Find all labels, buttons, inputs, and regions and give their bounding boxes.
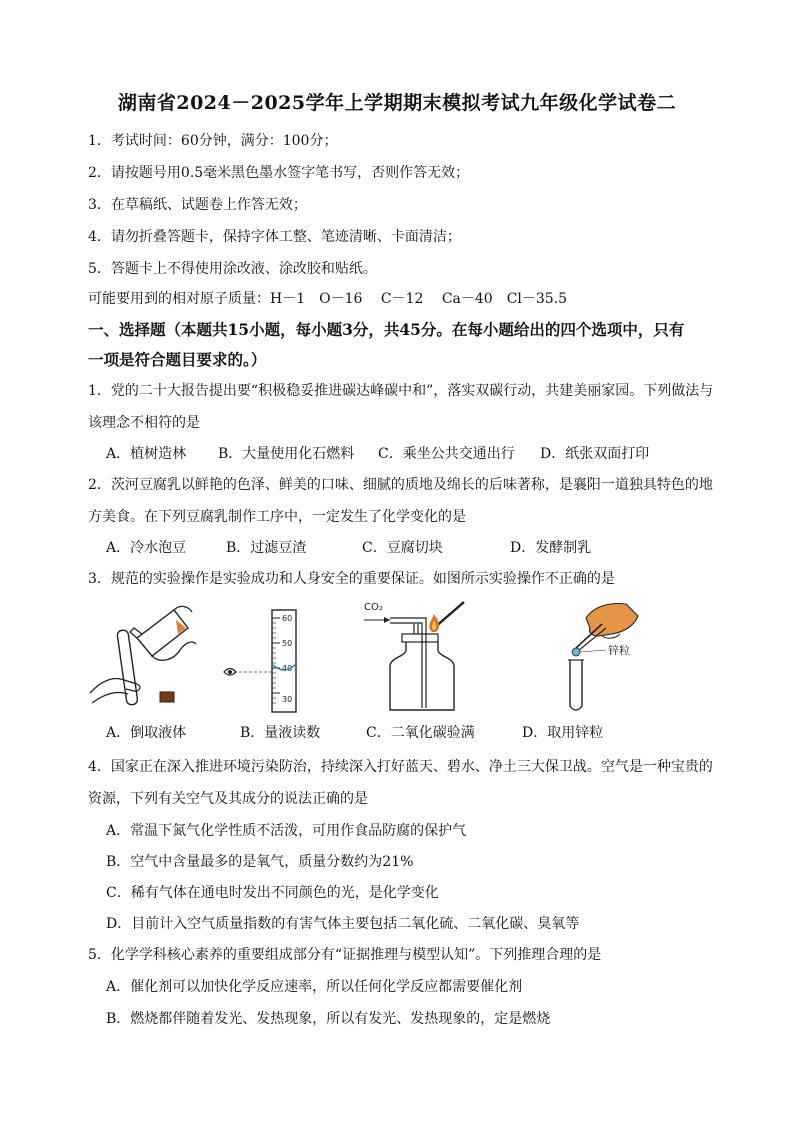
zinc-label: 锌粒 xyxy=(608,644,630,657)
pouring-liquid-figure xyxy=(82,598,202,713)
q2-option-c: C．豆腐切块 xyxy=(362,540,443,556)
co2-test-figure xyxy=(362,598,472,716)
q1-option-b: B．大量使用化石燃料 xyxy=(218,446,355,462)
q4-stem: 4．国家正在深入推进环境污染防治，持续深入打好蓝天、碧水、净土三大保卫战。空气是一种宝贵的 xyxy=(88,759,713,775)
instruction-4: 4．请勿折叠答题卡，保持字体工整、笔迹清晰、卡面清洁； xyxy=(88,229,461,245)
q2-stem: 2．茨河豆腐乳以鲜艳的色泽、鲜美的口味、细腻的质地及绵长的后味著称，是襄阳一道独具特色的地 xyxy=(88,477,713,493)
q2-option-d: D．发酵制乳 xyxy=(510,540,592,556)
q1-option-c: C．乘坐公共交通出行 xyxy=(378,446,515,462)
q4-option-c: C．稀有气体在通电时发出不同颜色的光，是化学变化 xyxy=(106,885,439,901)
q5-option-b: B．燃烧都伴随着发光、发热现象，所以有发光、发热现象的，定是燃烧 xyxy=(106,1011,551,1027)
q5-stem: 5．化学学科核心素养的重要组成部分有“证据推理与模型认知”。下列推理合理的是 xyxy=(88,947,602,963)
atomic-masses: 可能要用到的相对原子质量：H－1 O－16 C－12 Ca－40 Cl－35.5 xyxy=(88,291,568,307)
q1-stem-cont: 该理念不相符的是 xyxy=(88,415,200,431)
q2-option-b: B．过滤豆渣 xyxy=(226,540,307,556)
instruction-1: 1．考试时间：60分钟，满分：100分； xyxy=(88,133,338,149)
q4-option-a: A．常温下氮气化学性质不活泼，可用作食品防腐的保护气 xyxy=(106,823,467,839)
q4-option-d: D．目前计入空气质量指数的有害气体主要包括二氧化硫、二氧化碳、臭氧等 xyxy=(106,916,580,932)
instruction-5: 5．答题卡上不得使用涂改液、涂改胶和贴纸。 xyxy=(88,261,377,277)
q4-option-b: B．空气中含量最多的是氧气，质量分数约为21% xyxy=(106,854,414,870)
q1-option-a: A．植树造林 xyxy=(106,446,187,462)
cylinder-tick-50: 50 xyxy=(282,639,293,648)
section-heading: 一、选择题（本题共15小题，每小题3分，共45分。在每小题给出的四个选项中，只有 xyxy=(88,320,685,339)
cylinder-tick-40: 40 xyxy=(282,664,293,673)
q5-option-a: A．催化剂可以加快化学反应速率，所以任何化学反应都需要催化剂 xyxy=(106,979,523,995)
q2-stem-cont: 方美食。在下列豆腐乳制作工序中，一定发生了化学变化的是 xyxy=(88,509,466,525)
q3-option-d: D．取用锌粒 xyxy=(522,725,604,741)
co2-label: CO₂ xyxy=(364,602,383,613)
cylinder-tick-60: 60 xyxy=(282,614,293,623)
section-heading-cont: 一项是符合题目要求的。） xyxy=(88,350,267,369)
zinc-granule-figure xyxy=(542,598,662,716)
q2-option-a: A．冷水泡豆 xyxy=(106,540,187,556)
q3-option-b: B．量液读数 xyxy=(240,725,321,741)
instruction-3: 3．在草稿纸、试题卷上作答无效； xyxy=(88,197,307,213)
q3-option-c: C．二氧化碳验满 xyxy=(366,725,475,741)
exam-title: 湖南省2024－2025学年上学期期末模拟考试九年级化学试卷二 xyxy=(117,92,677,114)
q1-stem: 1．党的二十大报告提出要“积极稳妥推进碳达峰碳中和”，落实双碳行动，共建美丽家园。下列做法与 xyxy=(88,383,714,399)
q3-option-a: A．倒取液体 xyxy=(106,725,187,741)
cylinder-reading-figure xyxy=(222,606,312,716)
q3-stem: 3．规范的实验操作是实验成功和人身安全的重要保证。如图所示实验操作不正确的是 xyxy=(88,571,615,587)
q4-stem-cont: 资源，下列有关空气及其成分的说法正确的是 xyxy=(88,791,368,807)
instruction-2: 2．请按题号用0.5毫米黑色墨水签字笔书写，否则作答无效； xyxy=(88,165,470,181)
cylinder-tick-30: 30 xyxy=(282,695,293,704)
q1-option-d: D．纸张双面打印 xyxy=(540,446,650,462)
